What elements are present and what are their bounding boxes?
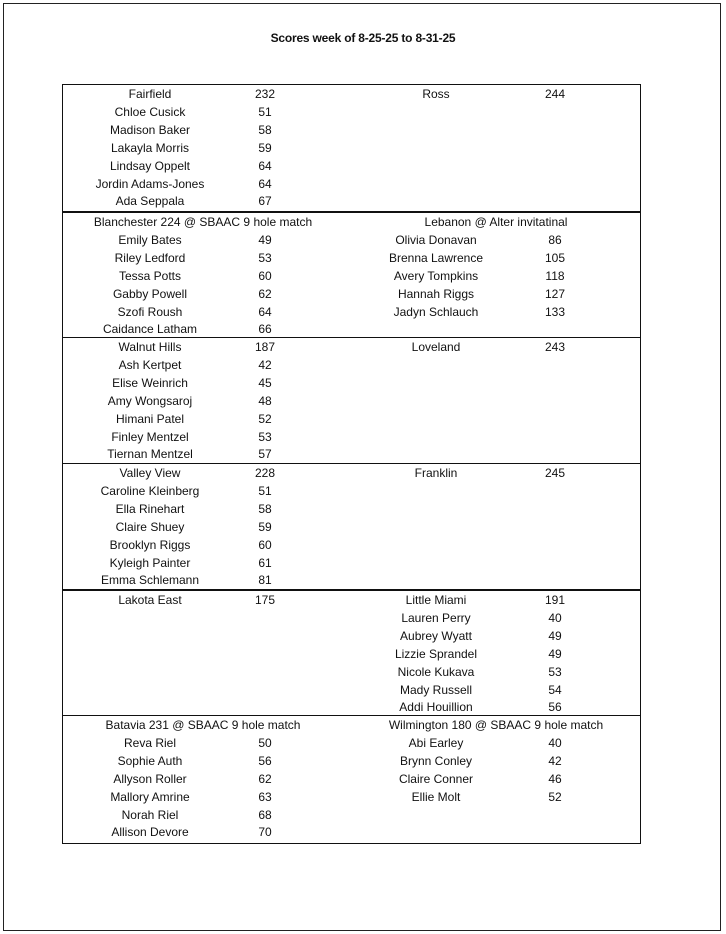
right-player-name: Brenna Lawrence <box>388 250 484 265</box>
left-player-score: 81 <box>258 573 272 588</box>
right-player-score: 56 <box>548 700 562 715</box>
left-player-score: 64 <box>258 304 272 319</box>
player-row <box>63 410 640 428</box>
left-player-score: 53 <box>258 250 272 265</box>
left-player-name: Jordin Adams-Jones <box>95 176 205 191</box>
left-player-name: Emma Schlemann <box>100 573 200 588</box>
team-header-row <box>63 85 640 103</box>
left-team-score: 232 <box>254 87 276 101</box>
player-row <box>63 157 640 175</box>
left-player-name: Tiernan Mentzel <box>107 447 193 462</box>
left-player-name: Szofi Roush <box>117 304 183 319</box>
left-player-score: 51 <box>258 104 272 119</box>
player-row <box>63 320 640 338</box>
left-player-name: Gabby Powell <box>112 286 188 301</box>
player-row <box>63 500 640 518</box>
left-player-name: Reva Riel <box>123 735 177 750</box>
left-team-name: Lakota East <box>118 593 182 607</box>
right-player-name: Hannah Riggs <box>397 286 475 301</box>
left-player-score: 48 <box>258 393 272 408</box>
right-player-name: Addi Houillion <box>399 700 473 715</box>
player-row <box>63 770 640 788</box>
right-player-score: 42 <box>548 753 562 768</box>
player-row <box>63 445 640 463</box>
team-block <box>63 463 640 589</box>
right-player-score: 118 <box>545 268 565 283</box>
left-player-name: Lakayla Morris <box>110 140 190 155</box>
player-row <box>63 392 640 410</box>
right-player-name: Ellie Molt <box>411 789 461 804</box>
right-player-name: Aubrey Wyatt <box>400 628 472 643</box>
left-player-name: Ash Kertpet <box>118 357 182 372</box>
right-team-name: Loveland <box>411 340 461 354</box>
player-row <box>63 734 640 752</box>
left-team-name: Walnut Hills <box>118 340 182 354</box>
left-player-score: 45 <box>258 375 272 390</box>
player-row <box>63 374 640 392</box>
left-player-name: Ella Rinehart <box>115 501 185 516</box>
right-player-name: Mady Russell <box>399 682 473 697</box>
left-player-score: 62 <box>258 771 272 786</box>
left-player-score: 62 <box>258 286 272 301</box>
right-player-score: 40 <box>548 610 562 625</box>
team-header-row <box>63 338 640 356</box>
player-row <box>63 192 640 210</box>
left-player-name: Riley Ledford <box>114 250 186 265</box>
right-player-score: 105 <box>544 250 566 265</box>
right-player-score: 53 <box>548 664 562 679</box>
left-player-score: 51 <box>258 483 272 498</box>
left-team-name: Fairfield <box>128 87 172 101</box>
team-block <box>63 85 640 211</box>
left-player-score: 58 <box>258 501 272 516</box>
player-row <box>63 121 640 139</box>
right-player-name: Abi Earley <box>408 735 464 750</box>
right-player-score: 127 <box>544 286 566 301</box>
left-player-name: Allison Devore <box>111 825 189 840</box>
right-player-score: 54 <box>548 682 562 697</box>
left-player-name: Allyson Roller <box>113 771 187 786</box>
player-row <box>63 788 640 806</box>
right-player-score: 133 <box>544 304 566 319</box>
left-player-name: Himani Patel <box>115 411 185 426</box>
player-row <box>63 285 640 303</box>
left-player-name: Ada Seppala <box>115 194 185 209</box>
player-row <box>63 752 640 770</box>
left-player-score: 67 <box>258 194 272 209</box>
right-team-name: Little Miami <box>405 593 467 607</box>
left-player-score: 60 <box>258 268 272 283</box>
left-player-score: 58 <box>258 122 272 137</box>
player-row <box>63 806 640 824</box>
left-team-score: 228 <box>254 466 276 480</box>
left-player-score: 59 <box>258 140 272 155</box>
left-player-score: 68 <box>258 807 272 822</box>
left-player-score: 52 <box>258 411 272 426</box>
left-player-name: Norah Riel <box>121 807 179 822</box>
left-player-score: 59 <box>258 519 272 534</box>
right-player-name: Olivia Donavan <box>395 232 477 247</box>
right-player-score: 49 <box>548 628 562 643</box>
left-player-name: Caroline Kleinberg <box>100 483 200 498</box>
player-row <box>63 303 640 321</box>
left-player-name: Elise Weinrich <box>112 375 188 390</box>
right-team-name: Lebanon @ Alter invitatinal <box>424 215 568 229</box>
right-player-score: 40 <box>548 735 562 750</box>
right-team-name: Wilmington 180 @ SBAAC 9 hole match <box>388 718 604 732</box>
left-player-name: Brooklyn Riggs <box>109 537 191 552</box>
right-team-name: Franklin <box>414 466 458 480</box>
player-row <box>63 267 640 285</box>
left-player-score: 66 <box>258 322 272 337</box>
left-player-score: 53 <box>258 429 272 444</box>
team-block <box>63 337 640 463</box>
player-row <box>63 103 640 121</box>
left-player-score: 64 <box>258 176 272 191</box>
player-row <box>63 536 640 554</box>
player-row <box>63 518 640 536</box>
player-row <box>63 681 640 699</box>
player-row <box>63 663 640 681</box>
left-player-name: Emily Bates <box>118 232 182 247</box>
team-header-row <box>63 464 640 482</box>
team-block <box>63 715 640 841</box>
left-player-score: 56 <box>258 753 272 768</box>
left-player-name: Caidance Latham <box>102 322 198 337</box>
right-team-score: 244 <box>544 87 566 101</box>
right-player-name: Lizzie Sprandel <box>394 646 478 661</box>
player-row <box>63 645 640 663</box>
player-row <box>63 609 640 627</box>
left-player-name: Kyleigh Painter <box>109 555 191 570</box>
player-row <box>63 571 640 589</box>
left-player-score: 49 <box>258 232 272 247</box>
left-player-name: Chloe Cusick <box>114 104 186 119</box>
left-player-name: Mallory Amrine <box>110 789 190 804</box>
player-row <box>63 698 640 716</box>
left-team-score: 175 <box>254 593 276 607</box>
right-player-name: Brynn Conley <box>399 753 473 768</box>
left-player-score: 63 <box>258 789 272 804</box>
left-team-name: Batavia 231 @ SBAAC 9 hole match <box>105 718 301 732</box>
player-row <box>63 627 640 645</box>
player-row <box>63 231 640 249</box>
right-player-name: Claire Conner <box>398 771 474 786</box>
left-player-score: 60 <box>258 537 272 552</box>
team-header-row <box>63 213 640 231</box>
left-player-score: 64 <box>258 158 272 173</box>
left-player-score: 57 <box>258 447 272 462</box>
left-player-score: 42 <box>258 357 272 372</box>
right-player-score: 46 <box>548 771 562 786</box>
right-player-name: Avery Tompkins <box>393 268 479 283</box>
right-player-name: Jadyn Schlauch <box>393 304 479 319</box>
right-team-score: 245 <box>544 466 566 480</box>
left-player-name: Amy Wongsaroj <box>107 393 193 408</box>
player-row <box>63 428 640 446</box>
left-team-name: Valley View <box>119 466 181 480</box>
team-header-row <box>63 716 640 734</box>
left-player-name: Lindsay Oppelt <box>109 158 191 173</box>
left-player-name: Finley Mentzel <box>111 429 189 444</box>
right-player-score: 86 <box>548 232 562 247</box>
right-player-score: 49 <box>548 646 562 661</box>
scores-table <box>62 84 641 844</box>
left-player-name: Sophie Auth <box>117 753 183 768</box>
right-team-score: 243 <box>544 340 566 354</box>
team-block <box>63 589 640 715</box>
player-row <box>63 139 640 157</box>
left-player-name: Tessa Potts <box>118 268 182 283</box>
left-player-score: 50 <box>258 735 272 750</box>
player-row <box>63 482 640 500</box>
player-row <box>63 356 640 374</box>
left-player-name: Madison Baker <box>109 122 191 137</box>
left-player-name: Claire Shuey <box>115 519 185 534</box>
player-row <box>63 823 640 841</box>
left-player-score: 70 <box>258 825 272 840</box>
left-player-score: 61 <box>258 555 272 570</box>
left-team-name: Blanchester 224 @ SBAAC 9 hole match <box>93 215 313 229</box>
team-header-row <box>63 591 640 609</box>
team-block <box>63 211 640 337</box>
right-team-name: Ross <box>422 87 450 101</box>
right-player-name: Nicole Kukava <box>397 664 475 679</box>
player-row <box>63 175 640 193</box>
left-team-score: 187 <box>254 340 276 354</box>
right-player-name: Lauren Perry <box>401 610 471 625</box>
right-player-score: 52 <box>548 789 562 804</box>
player-row <box>63 554 640 572</box>
right-team-score: 191 <box>544 593 566 607</box>
page-title: Scores week of 8-25-25 to 8-31-25 <box>270 31 456 45</box>
player-row <box>63 249 640 267</box>
